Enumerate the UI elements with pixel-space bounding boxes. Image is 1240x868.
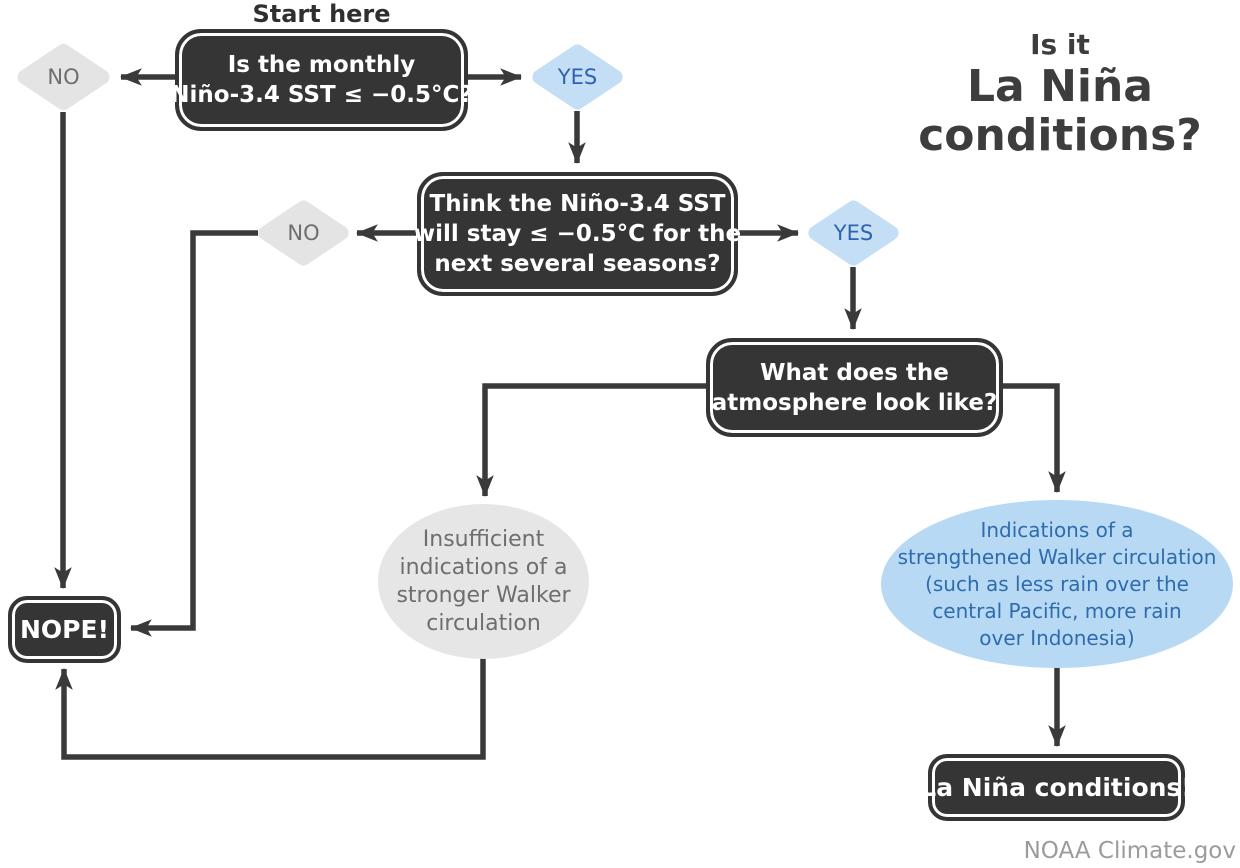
node-text-line: next several seasons? xyxy=(434,251,721,277)
node-text-line: What does the xyxy=(760,359,949,386)
node-monthly-sst-question xyxy=(170,29,473,131)
ellipse-text-line: strengthened Walker circulation xyxy=(897,544,1217,569)
decision-no-mid xyxy=(256,200,351,266)
ellipse-text-line: over Indonesia) xyxy=(979,625,1135,650)
node-text-line: La Niña conditions! xyxy=(920,772,1193,802)
node-nope-outcome xyxy=(8,596,121,663)
decision-no-top xyxy=(16,43,111,111)
ellipse-text-line: Indications of a xyxy=(980,517,1134,542)
ellipse-insufficient-walker xyxy=(378,504,589,659)
edge-q3-to-insufficient xyxy=(485,386,706,496)
decision-label: YES xyxy=(833,221,874,245)
node-text-line: Is the monthly xyxy=(227,52,416,78)
node-text-line: NOPE! xyxy=(20,614,109,644)
ellipse-text-line: indications of a xyxy=(399,554,568,580)
node-text-line: Think the Niño-3.4 SST xyxy=(429,191,726,217)
node-persistence-question xyxy=(413,172,742,296)
node-text-line: Niño-3.4 SST ≤ −0.5°C? xyxy=(170,82,473,108)
edge-q3-to-indications xyxy=(1003,386,1057,492)
node-lanina-outcome xyxy=(920,754,1193,821)
ellipse-text-line: circulation xyxy=(426,610,541,636)
start-here-label: Start here xyxy=(252,0,391,28)
ellipse-text-line: central Pacific, more rain xyxy=(932,598,1182,623)
title-main-line2: conditions? xyxy=(918,110,1202,161)
title-pre: Is it xyxy=(1030,28,1090,61)
decision-yes-mid xyxy=(805,200,902,266)
page-title xyxy=(915,28,1205,160)
ellipse-strengthened-walker xyxy=(881,500,1233,668)
noaa-credit: NOAA Climate.gov xyxy=(1023,838,1236,864)
title-main-line1: La Niña xyxy=(967,61,1153,112)
decision-label: NO xyxy=(287,221,320,245)
decision-label: NO xyxy=(47,65,80,89)
node-text-line: atmosphere look like? xyxy=(711,389,998,416)
edge-no2-to-nope xyxy=(131,233,258,628)
edge-insufficient-to-nope xyxy=(64,656,483,757)
node-text-line: will stay ≤ −0.5°C for the xyxy=(413,221,742,247)
decision-yes-top xyxy=(530,44,625,110)
ellipse-text-line: (such as less rain over the xyxy=(925,571,1189,596)
ellipse-text-line: Insufficient xyxy=(422,526,545,552)
decision-label: YES xyxy=(557,65,598,89)
node-atmosphere-question xyxy=(706,338,1003,437)
ellipse-text-line: stronger Walker xyxy=(396,582,571,608)
